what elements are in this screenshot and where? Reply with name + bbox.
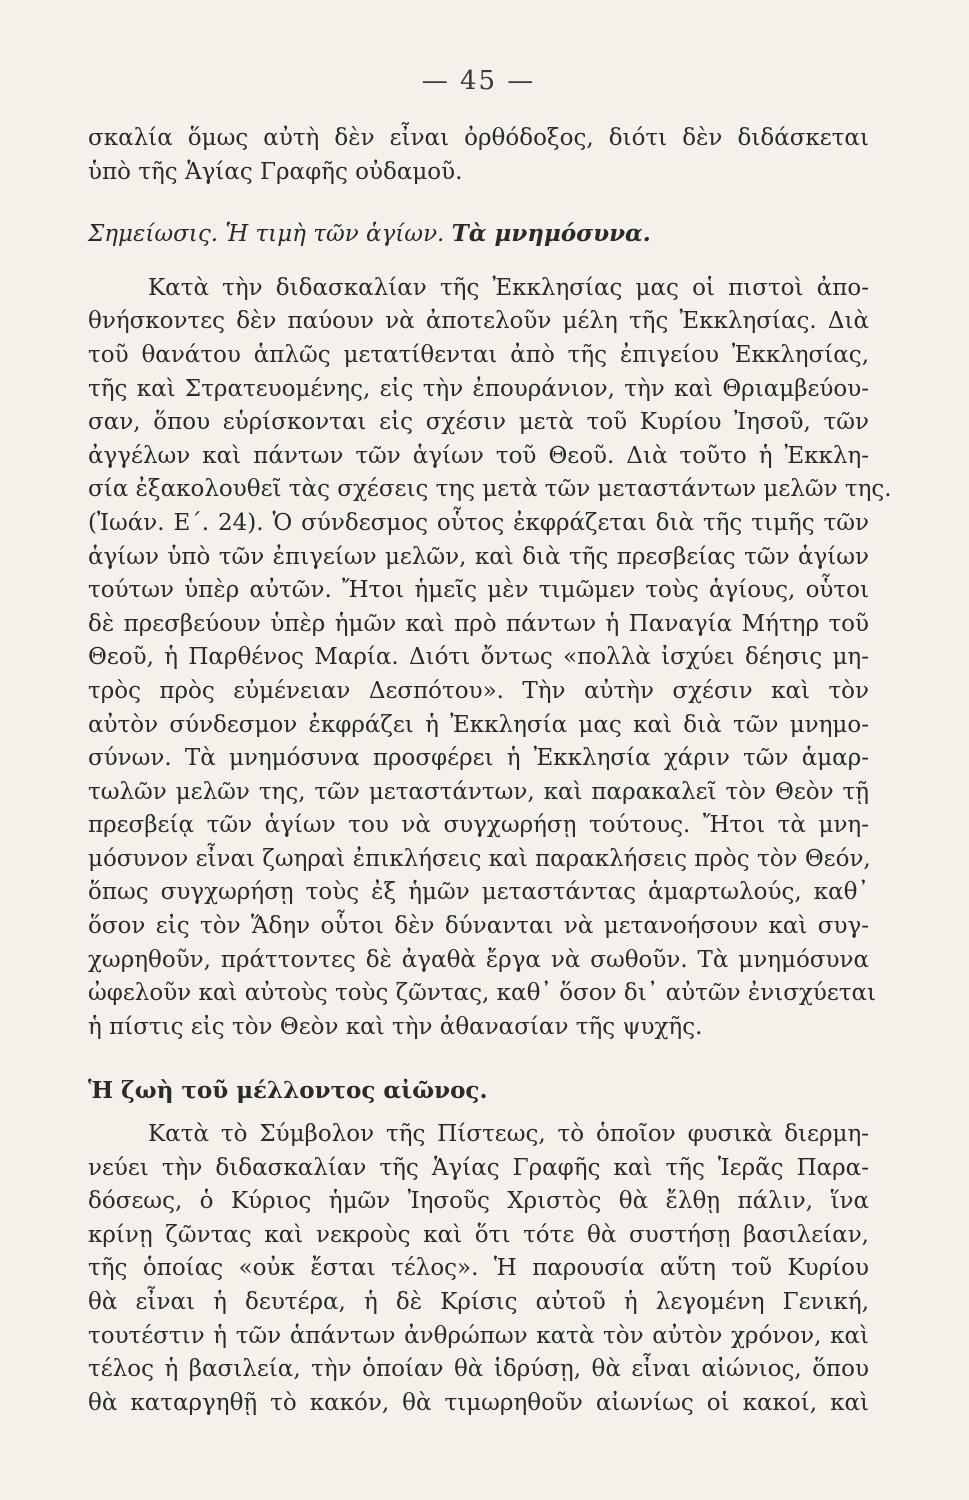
text-line: αὐτὸν σύνδεσμον ἐκφράζει ἡ Ἐκκλησία μας καὶ διὰ τῶν μνημο- [88,711,869,738]
note-label: Σημείωσις. [88,221,219,248]
note-title-memorials: Τὰ μνημόσυνα. [451,220,651,248]
text-line: σία ἐξακολουθεῖ τὰς σχέσεις της μετὰ τῶν μεταστάντων μελῶν της. [88,476,892,503]
text-line: ὑπὸ τῆς Ἁγίας Γραφῆς οὐδαμοῦ. [88,158,463,185]
note-heading [88,217,869,252]
section-future-life-paragraph [88,1118,869,1420]
text-line: τωλῶν μελῶν της, τῶν μεταστάντων, καὶ παρακαλεῖ τὸν Θεὸν τῇ [88,778,869,805]
text-line: δόσεως, ὁ Κύριος ἡμῶν Ἰησοῦς Χριστὸς θὰ ἔλθῃ πάλιν, ἵνα [88,1188,869,1215]
text-line: τοῦ θανάτου ἁπλῶς μετατίθενται ἀπὸ τῆς ἐπιγείου Ἐκκλησίας, [88,341,869,368]
section-saints-paragraph [88,272,892,1045]
text-line: χωρηθοῦν, πράττοντες δὲ ἀγαθὰ ἔργα νὰ σωθοῦν. Τὰ μνημόσυνα [88,946,869,973]
text-line: τῆς ὁποίας «οὐκ ἔσται τέλος». Ἡ παρουσία αὕτη τοῦ Κυρίου [88,1255,869,1282]
text-line: μόσυνον εἶναι ζωηραὶ ἐπικλήσεις καὶ παρακλήσεις πρὸς τὸν Θεόν, [88,845,871,872]
text-line: τῆς καὶ Στρατευομένης, εἰς τὴν ἐπουράνιον, τὴν καὶ Θριαμβεύου- [88,375,869,402]
section-heading-future-life: Ἡ ζωὴ τοῦ μέλλοντος αἰῶνος. [88,1077,488,1105]
text-line: θὰ καταργηθῇ τὸ κακόν, θὰ τιμωρηθοῦν αἰωνίως οἱ κακοί, καὶ [88,1389,869,1416]
text-line: σύνων. Τὰ μνημόσυνα προσφέρει ἡ Ἐκκλησία χάριν τῶν ἁμαρ- [88,745,869,772]
text-line: τέλος ἡ βασιλεία, τὴν ὁποίαν θὰ ἱδρύσῃ, θὰ εἶναι αἰώνιος, ὅπου [88,1356,869,1383]
text-line: τουτέστιν ἡ τῶν ἁπάντων ἀνθρώπων κατὰ τὸν αὐτὸν χρόνον, καὶ [88,1322,869,1349]
text-line: τρὸς πρὸς εὐμένειαν Δεσπότου». Τὴν αὐτὴν σχέσιν καὶ τὸν [88,677,869,704]
text-line: νεύει τὴν διδασκαλίαν τῆς Ἁγίας Γραφῆς καὶ τῆς Ἱερᾶς Παρα- [88,1154,869,1181]
text-line: ὅπως συγχωρήσῃ τοὺς ἐξ ἡμῶν μεταστάντας ἁμαρτωλούς, καθ᾿ [88,879,869,906]
text-line: Κατὰ τὴν διδασκαλίαν τῆς Ἐκκλησίας μας οἱ πιστοὶ ἀπο- [148,274,869,301]
intro-paragraph [88,122,869,189]
text-line: ὅσον εἰς τὸν Ἅδην οὗτοι δὲν δύνανται νὰ μετανοήσουν καὶ συγ- [88,913,869,940]
text-line: θὰ εἶναι ἡ δευτέρα, ἡ δὲ Κρίσις αὐτοῦ ἡ λεγομένη Γενική, [88,1289,869,1315]
text-line: ἀγγέλων καὶ πάντων τῶν ἁγίων τοῦ Θεοῦ. Διὰ τοῦτο ἡ Ἐκκλη- [88,442,869,469]
text-line: Θεοῦ, ἡ Παρθένος Μαρία. Διότι ὄντως «πολλὰ ἰσχύει δέησις μη- [88,644,869,671]
text-line: ἡ πίστις εἰς τὸν Θεὸν καὶ τὴν ἀθανασίαν τῆς ψυχῆς. [88,1013,703,1040]
text-line: κρίνῃ ζῶντας καὶ νεκροὺς καὶ ὅτι τότε θὰ συστήσῃ βασιλείαν, [88,1221,869,1248]
text-line: τούτων ὑπὲρ αὐτῶν. Ἤτοι ἡμεῖς μὲν τιμῶμεν τοὺς ἁγίους, οὗτοι [88,577,869,604]
page-number: — 45 — [421,66,536,96]
text-line: Κατὰ τὸ Σύμβολον τῆς Πίστεως, τὸ ὁποῖον φυσικὰ διερμη- [148,1121,869,1148]
text-line: θνήσκοντες δὲν παύουν νὰ ἀποτελοῦν μέλη τῆς Ἐκκλησίας. Διὰ [88,308,869,335]
note-title-honor-of-saints: Ἡ τιμὴ τῶν ἁγίων. [225,221,445,248]
text-line: σαν, ὅπου εὑρίσκονται εἰς σχέσιν μετὰ τοῦ Κυρίου Ἰησοῦ, τῶν [88,409,869,436]
text-line: ὠφελοῦν καὶ αὐτοὺς τοὺς ζῶντας, καθ᾿ ὅσον δι᾿ αὐτῶν ἐνισχύεται [88,980,877,1007]
text-line: πρεσβείᾳ τῶν ἁγίων του νὰ συγχωρήσῃ τούτους. Ἤτοι τὰ μνη- [88,812,869,839]
text-line: δὲ πρεσβεύουν ὑπὲρ ἡμῶν καὶ πρὸ πάντων ἡ Παναγία Μήτηρ τοῦ [88,610,869,637]
text-line: (Ἰωάν. Ε΄. 24). Ὁ σύνδεσμος οὗτος ἐκφράζεται διὰ τῆς τιμῆς τῶν [88,509,869,536]
text-line: ἁγίων ὑπὸ τῶν ἐπιγείων μελῶν, καὶ διὰ τῆς πρεσβείας τῶν ἁγίων [88,543,869,570]
text-line: σκαλία ὅμως αὐτὴ δὲν εἶναι ὀρθόδοξος, διότι δὲν διδάσκεται [88,125,869,151]
